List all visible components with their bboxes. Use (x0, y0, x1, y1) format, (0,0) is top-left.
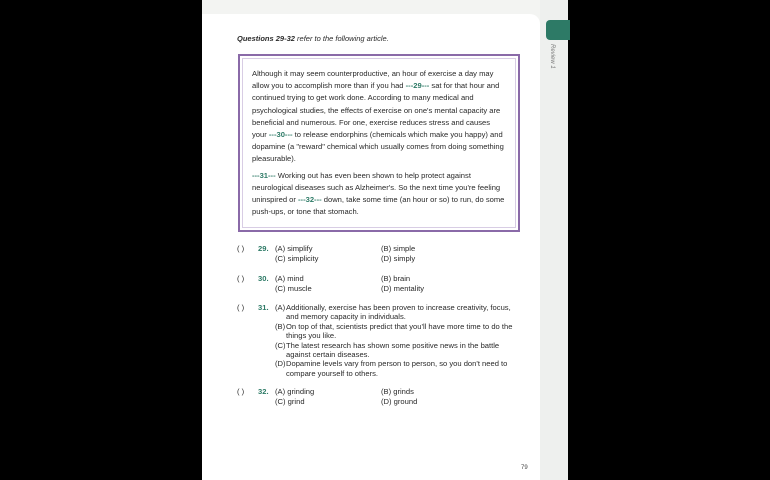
option-b: (B) brain (381, 274, 411, 283)
passage-blank: ---30--- (268, 130, 293, 140)
question-number: 29. (258, 244, 269, 253)
answer-paren[interactable]: ( ) (237, 244, 245, 253)
option-d: (D) mentality (381, 283, 425, 293)
option-text: Dopamine levels vary from person to person, so you don't need to compare yourself to others. (286, 359, 508, 378)
option-a: (A) mind (275, 274, 304, 283)
book-page (202, 0, 568, 480)
passage-blank: ---29--- (405, 81, 430, 91)
answer-paren[interactable]: ( ) (237, 387, 245, 396)
question-range: Questions 29-32 (237, 34, 295, 43)
option-a (275, 303, 525, 322)
answer-paren[interactable]: ( ) (237, 303, 245, 312)
passage-text: sat for that hour and continued trying to get work done. According to many medical and psychological studies, the effects of exercise on one's mental capacity are beneficial and numerous. For one, exercise reduces stress and causes your (252, 81, 501, 140)
option-label: (B) (275, 321, 286, 331)
option-c: (C) simplicity (275, 253, 319, 263)
heading-text: refer to the following article. (294, 34, 389, 43)
option-b: (B) grinds (381, 387, 414, 396)
option-c: (C) grind (275, 396, 305, 406)
option-b (275, 322, 525, 341)
option-text: On top of that, scientists predict that you'll have more time to do the things you like. (286, 321, 513, 341)
option-b: (B) simple (381, 244, 416, 253)
option-c: (C) muscle (275, 283, 312, 293)
questions-heading (237, 34, 389, 43)
option-label: (C) (275, 340, 286, 350)
page-number: 79 (521, 465, 528, 471)
option-a: (A) simplify (275, 244, 313, 253)
answer-paren[interactable]: ( ) (237, 274, 245, 283)
option-d (275, 359, 525, 378)
option-d: (D) simply (381, 253, 416, 263)
passage-blank: ---32--- (298, 195, 322, 205)
page-side-strip (540, 0, 568, 480)
option-label: (D) (275, 359, 286, 369)
passage-paragraph-1 (252, 68, 506, 166)
article-passage-box (238, 54, 520, 232)
passage-text: to release endorphins (chemicals which make you happy) and dopamine (a "reward" chemical which usually comes from doing something pleasurable). (252, 130, 504, 164)
option-label: (A) (275, 303, 286, 312)
passage-text: Although it may seem counterproductive, an hour of exercise a day may allow you to accomplish more than if you had (252, 69, 494, 91)
passage-blank: ---31--- (252, 170, 276, 180)
option-c (275, 341, 525, 360)
option-a: (A) grinding (275, 387, 315, 396)
question-number: 30. (258, 274, 269, 283)
section-tab-marker (546, 20, 570, 40)
passage-paragraph-2 (252, 170, 506, 219)
section-tab-label: Review 1 (549, 44, 555, 69)
passage-text: Working out has even been shown to help protect against neurological diseases such as Alzheimer's. So the next time you're feeling uninspired or (252, 170, 501, 205)
passage-text: down, take some time (an hour or so) to run, do some push-ups, or tone that stomach. (252, 195, 505, 217)
question-number: 32. (258, 387, 269, 396)
option-text: The latest research has shown some positive news in the battle against certain diseases. (286, 340, 500, 359)
option-d: (D) ground (381, 396, 418, 406)
option-text: Additionally, exercise has been proven to increase creativity, focus, and memory capacity in individuals. (286, 303, 511, 322)
question-number: 31. (258, 303, 269, 312)
